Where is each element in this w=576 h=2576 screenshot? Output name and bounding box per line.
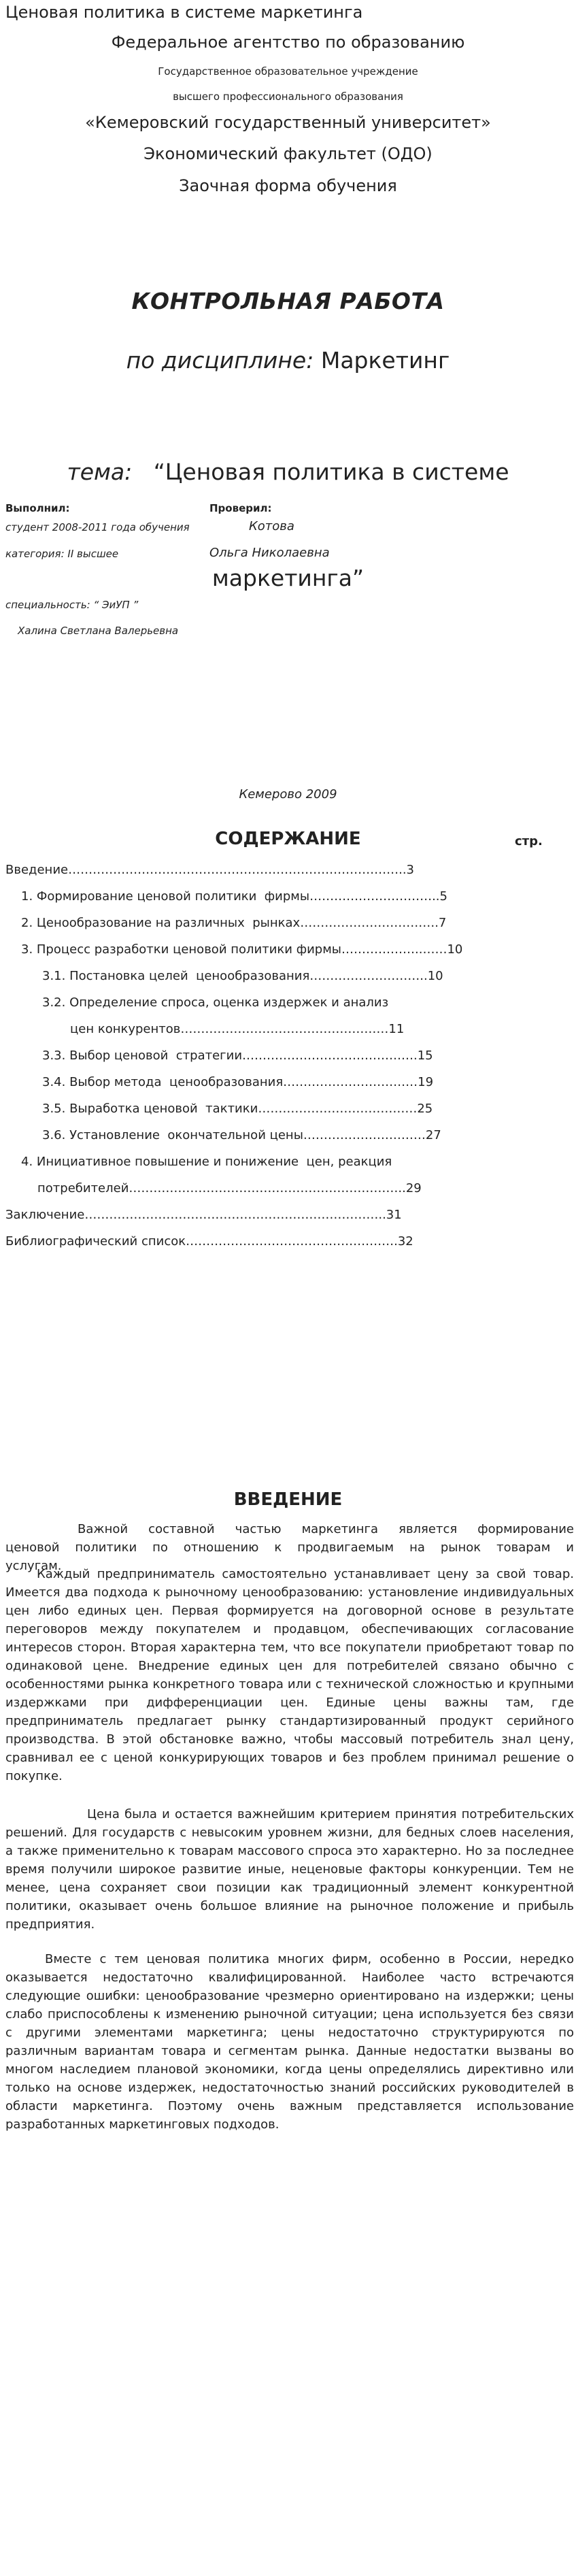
toc-item: Заключение………………………………………………………………..31 bbox=[5, 1208, 402, 1222]
toc-item: 3.3. Выбор ценовой стратегии…………………………………….15 bbox=[42, 1048, 433, 1063]
institution-line-1: Государственное образовательное учреждение bbox=[158, 65, 418, 78]
study-form: Заочная форма обучения bbox=[179, 176, 397, 195]
toc-item: 2. Ценообразование на различных рынках…………………………….7 bbox=[21, 916, 447, 930]
discipline-value: Маркетинг bbox=[314, 347, 450, 374]
theme-line-2: маркетинга” bbox=[211, 565, 365, 591]
introduction-heading: ВВЕДЕНИЕ bbox=[233, 1489, 343, 1510]
discipline-label: по дисциплине: bbox=[126, 347, 314, 374]
toc-item: цен конкурентов……………………………………………11 bbox=[70, 1022, 405, 1036]
toc-item: 3.5. Выработка ценовой тактики…………………………………25 bbox=[42, 1102, 433, 1116]
toc-item: Введение………………………………………………………………………..3 bbox=[5, 863, 414, 877]
toc-item: 3.6. Установление окончательной цены…………………………27 bbox=[42, 1128, 441, 1142]
intro-paragraph-2: Каждый предприниматель самостоятельно устанавливает цену за свой товар. Имеется два подхода к рыночному ценообразованию: установление индивидуальных цен либо единых цен. Первая формируется на договорной основе в результате переговоров между покупателем и продавцом, обеспечивающих согласование интересов сторон. Вторая характерна тем, что все покупатели приобретают товар по одинаковой цене. Внедрение единых цен для потребителей связано обычно с особенностями рынка конкретного товара или с технической сложностью и крупными издержками при дифференциации цен. Единые цены важны там, где предприниматель предлагает рынку стандартизированный продукт серийного производства. В этой обстановке важно, чтобы массовый потребитель знал цену, сравнивал ее с ценой конкурирующих товаров и без проблем принимал решение о покупке. bbox=[5, 1567, 574, 1783]
theme-line-1-text: “Ценовая политика в системе bbox=[132, 459, 509, 485]
toc-item: 3.2. Определение спроса, оценка издержек и анализ bbox=[42, 995, 389, 1010]
toc-item: 3. Процесс разработки ценовой политики фирмы………………..……10 bbox=[21, 942, 463, 957]
city-year: Кемерово 2009 bbox=[239, 787, 337, 802]
university-name: «Кемеровский государственный университет» bbox=[85, 113, 491, 132]
theme-label: тема: bbox=[67, 459, 133, 485]
discipline-line bbox=[0, 347, 576, 374]
toc-item: 1. Формирование ценовой политики фирмы…………………………..5 bbox=[21, 889, 447, 904]
contents-page-column: стр. bbox=[515, 834, 543, 848]
toc-item: Библиографический список…………………………………………….32 bbox=[5, 1234, 413, 1249]
faculty-name: Экономический факультет (ОДО) bbox=[143, 144, 433, 163]
student-name: Халина Светлана Валерьевна bbox=[18, 625, 179, 637]
toc-item: 3.4. Выбор метода ценообразования……………………………19 bbox=[42, 1075, 434, 1089]
toc-item: 4. Инициативное повышение и понижение цен, реакция bbox=[21, 1155, 392, 1169]
checker-surname: Котова bbox=[249, 519, 294, 533]
theme-block bbox=[0, 384, 576, 631]
contents-heading: СОДЕРЖАНИЕ bbox=[215, 829, 361, 849]
toc-item: 3.1. Постановка целей ценообразования………………………..10 bbox=[42, 969, 443, 983]
work-type-heading: КОНТРОЛЬНАЯ РАБОТА bbox=[131, 288, 445, 314]
intro-paragraph-3: Цена была и остается важнейшим критерием принятия потребительских решений. Для государств с невысоким уровнем жизни, для бедных слоев населения, а также применительно к товарам массового спроса это характерно. Но за последнее время получили широкое развитие иные, неценовые факторы конкуренции. Тем не менее, цена сохраняет свои позиции как традиционный элемент конкурентной политики, оказывает очень большое влияние на рыночное положение и прибыль предприятия. bbox=[5, 1807, 574, 1932]
theme-line-1 bbox=[0, 455, 576, 490]
intro-paragraph-4: Вместе с тем ценовая политика многих фирм, особенно в России, нередко оказывается недостаточно квалифицированной. Наиболее часто встречаются следующие ошибки: ценообразование чрезмерно ориентировано на издержки; цены слабо приспособлены к изменению рыночной ситуации; цена используется без связи с другими элементами маркетинга; цены недостаточно структурируются по различным вариантам товара и сегментам рынка. Данные недостатки вызваны во многом наследием плановой экономики, когда цены определялись директивно или только на основе издержек, недостаточностью знаний российских руководителей в области маркетинга. Поэтому очень важным представляется использование разработанных маркетинговых подходов. bbox=[5, 1952, 574, 2132]
institution-line-2: высшего профессионального образования bbox=[173, 90, 403, 103]
checked-label: Проверил: bbox=[209, 502, 272, 514]
intro-paragraph-1: Важной составной частью маркетинга является формирование ценовой политики по отношению к продвигаемым на рынок товарам и услугам. bbox=[5, 1522, 574, 1573]
student-info: студент 2008-2011 года обучения bbox=[5, 521, 190, 533]
toc-item: потребителей…………………………………………………………..29 bbox=[37, 1181, 422, 1195]
checker-name: Ольга Николаевна bbox=[209, 546, 330, 560]
specialty: специальность: “ ЭиУП ” bbox=[5, 599, 139, 611]
document-title: Ценовая политика в системе маркетинга bbox=[5, 3, 363, 22]
agency-name: Федеральное агентство по образованию bbox=[111, 33, 465, 52]
performed-label: Выполнил: bbox=[5, 502, 70, 514]
category: категория: II высшее bbox=[5, 548, 119, 560]
